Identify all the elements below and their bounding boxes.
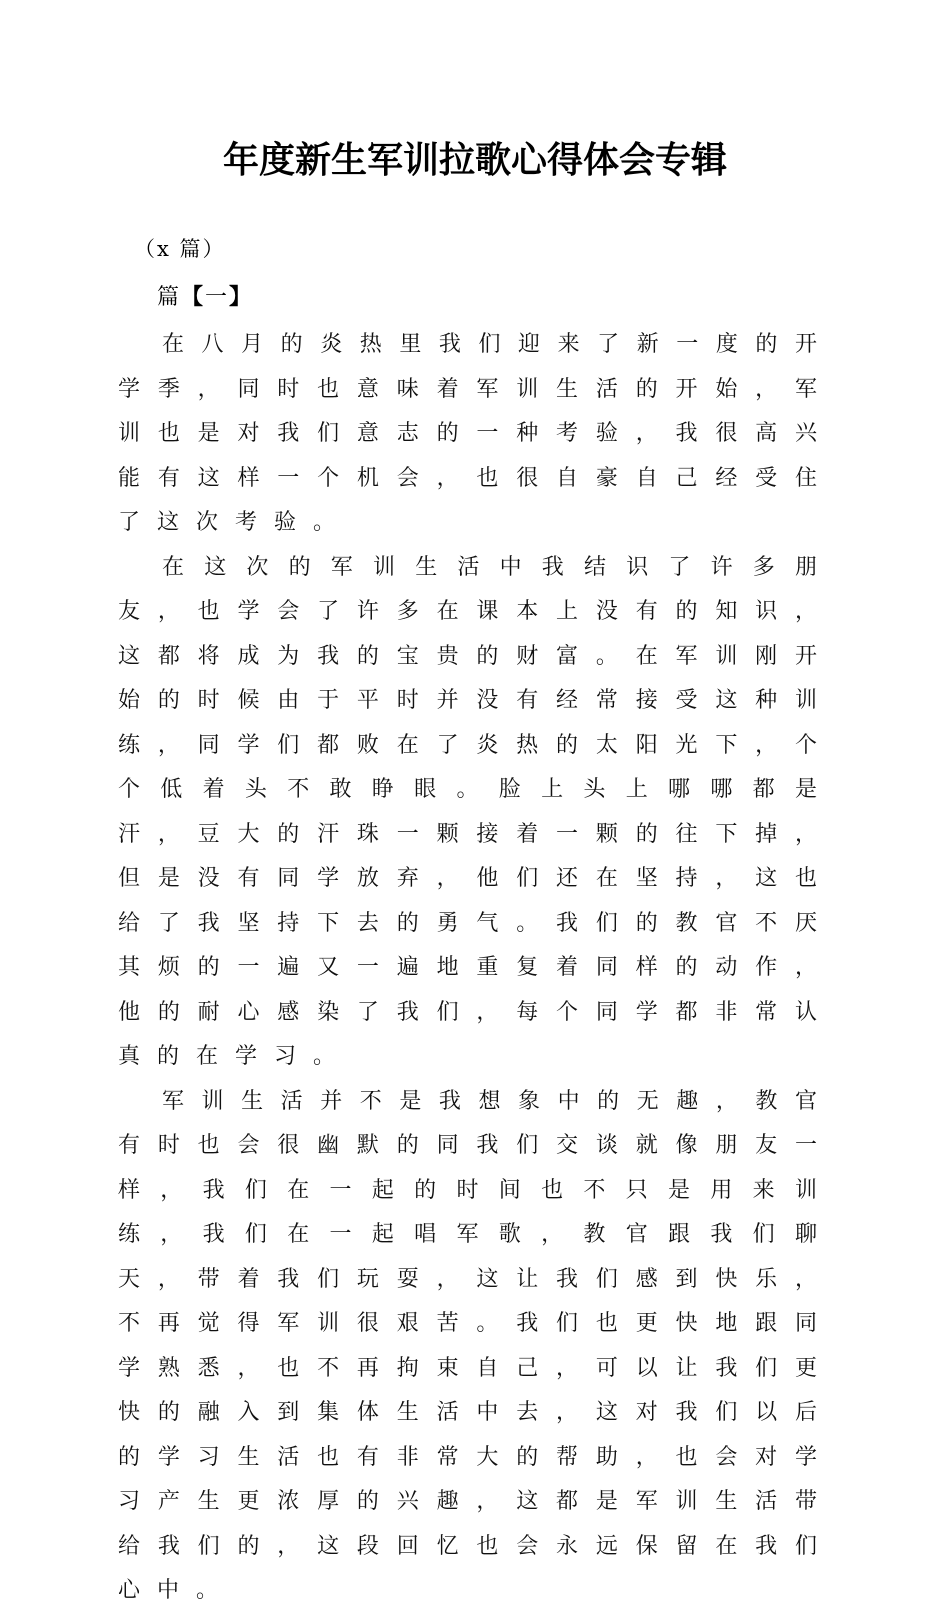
section-number: 一 xyxy=(205,285,230,310)
section-close-bracket: 】 xyxy=(229,284,254,310)
document-body xyxy=(118,323,834,1614)
section-label: 篇 xyxy=(157,285,182,310)
document-subtitle: （x 篇） xyxy=(134,237,226,261)
document-title: 年度新生军训拉歌心得体会专辑 xyxy=(222,139,727,181)
paragraph-2: 在这次的军训生活中我结识了许多朋友，也学会了许多在课本上没有的知识，这都将成为我的宝贵的财富。在军训刚开始的时候由于平时并没有经常接受这种训练，同学们都败在了炎热的太阳光下，个个低着头不敢睁眼。脸上头上哪哪都是汗，豆大的汗珠一颗接着一颗的往下掉，但是没有同学放弃，他们还在坚持，这也给了我坚持下去的勇气。我们的教官不厌其烦的一遍又一遍地重复着同样的动作，他的耐心感染了我们，每个同学都非常认真的在学习。 xyxy=(118,554,834,1069)
paragraph-1: 在八月的炎热里我们迎来了新一度的开学季，同时也意味着军训生活的开始，军训也是对我们意志的一种考验，我很高兴能有这样一个机会，也很自豪自己经受住了这次考验。 xyxy=(118,332,834,535)
section-open-bracket: 【 xyxy=(181,284,206,310)
paragraph-3: 军训生活并不是我想象中的无趣，教官有时也会很幽默的同我们交谈就像朋友一样，我们在一起的时间也不只是用来训练，我们在一起唱军歌，教官跟我们聊天，带着我们玩耍，这让我们感到快乐，不再觉得军训很艰苦。我们也更快地跟同学熟悉，也不再拘束自己，可以让我们更快的融入到集体生活中去，这对我们以后的学习生活也有非常大的帮助，也会对学习产生更浓厚的兴趣，这都是军训生活带给我们的，这段回忆也会永远保留在我们心中。 xyxy=(118,1088,834,1603)
section-heading xyxy=(157,281,253,314)
